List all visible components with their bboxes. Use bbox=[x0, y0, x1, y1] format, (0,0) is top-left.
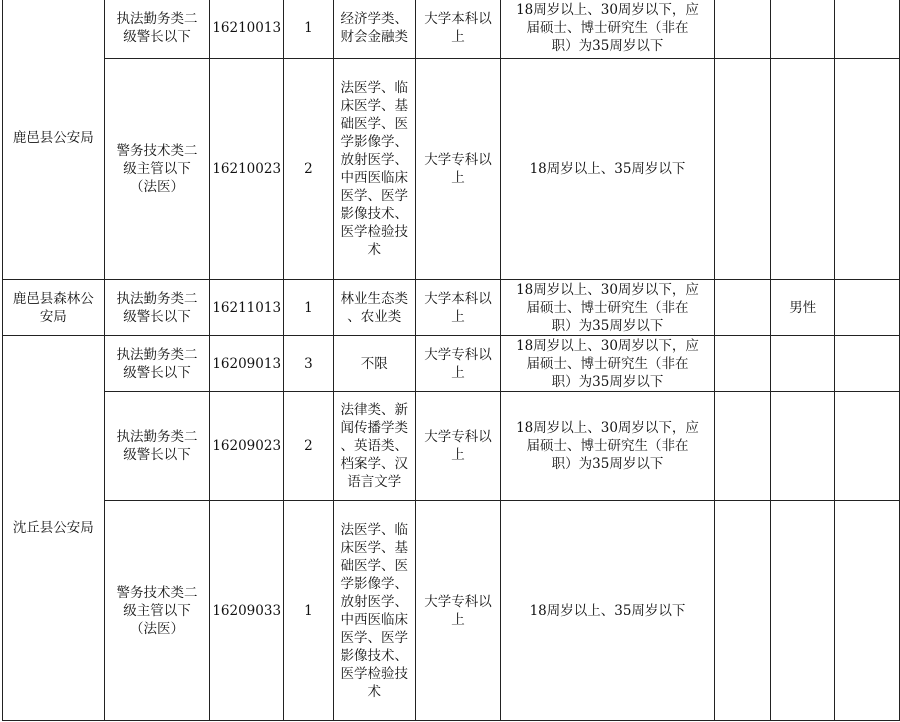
requirement-cell: 18周岁以上、35周岁以下 bbox=[501, 59, 714, 280]
blank-cell bbox=[714, 0, 771, 59]
count-cell: 1 bbox=[284, 0, 334, 59]
note-cell bbox=[771, 0, 835, 59]
department-cell: 鹿邑县公安局 bbox=[3, 0, 105, 280]
education-cell: 大学本科以 上 bbox=[415, 280, 501, 336]
blank-cell bbox=[835, 59, 900, 280]
code-cell: 16209023 bbox=[210, 392, 284, 501]
count-cell: 2 bbox=[284, 59, 334, 280]
department-cell: 鹿邑县森林公 安局 bbox=[3, 280, 105, 336]
position-cell: 警务技术类二 级主管以下 （法医） bbox=[104, 501, 210, 721]
note-cell bbox=[771, 392, 835, 501]
major-cell: 法律类、新 闻传播学类 、英语类、 档案学、汉 语言文学 bbox=[333, 392, 415, 501]
education-cell: 大学专科以 上 bbox=[415, 59, 501, 280]
education-cell: 大学专科以 上 bbox=[415, 501, 501, 721]
requirement-cell: 18周岁以上、30周岁以下，应 届硕士、博士研究生（非在 职）为35周岁以下 bbox=[501, 0, 714, 59]
code-cell: 16210013 bbox=[210, 0, 284, 59]
position-cell: 执法勤务类二 级警长以下 bbox=[104, 280, 210, 336]
code-cell: 16209013 bbox=[210, 336, 284, 392]
table-row bbox=[3, 0, 900, 59]
recruitment-table bbox=[2, 0, 900, 721]
code-cell: 16210023 bbox=[210, 59, 284, 280]
requirement-cell: 18周岁以上、30周岁以下，应 届硕士、博士研究生（非在 职）为35周岁以下 bbox=[501, 336, 714, 392]
code-cell: 16211013 bbox=[210, 280, 284, 336]
table-row bbox=[3, 59, 900, 280]
note-cell bbox=[771, 59, 835, 280]
requirement-cell: 18周岁以上、30周岁以下，应 届硕士、博士研究生（非在 职）为35周岁以下 bbox=[501, 280, 714, 336]
blank-cell bbox=[835, 336, 900, 392]
blank-cell bbox=[714, 336, 771, 392]
table-row bbox=[3, 280, 900, 336]
education-cell: 大学专科以 上 bbox=[415, 336, 501, 392]
blank-cell bbox=[835, 501, 900, 721]
education-cell: 大学专科以 上 bbox=[415, 392, 501, 501]
blank-cell bbox=[835, 0, 900, 59]
position-cell: 执法勤务类二 级警长以下 bbox=[104, 0, 210, 59]
major-cell: 不限 bbox=[333, 336, 415, 392]
department-cell: 沈丘县公安局 bbox=[3, 336, 105, 721]
count-cell: 2 bbox=[284, 392, 334, 501]
blank-cell bbox=[835, 392, 900, 501]
major-cell: 林业生态类 、农业类 bbox=[333, 280, 415, 336]
count-cell: 1 bbox=[284, 501, 334, 721]
blank-cell bbox=[835, 280, 900, 336]
position-cell: 执法勤务类二 级警长以下 bbox=[104, 336, 210, 392]
position-cell: 执法勤务类二 级警长以下 bbox=[104, 392, 210, 501]
table-row bbox=[3, 336, 900, 392]
blank-cell bbox=[714, 501, 771, 721]
table-row bbox=[3, 392, 900, 501]
major-cell: 经济学类、 财会金融类 bbox=[333, 0, 415, 59]
count-cell: 3 bbox=[284, 336, 334, 392]
table-row bbox=[3, 501, 900, 721]
note-cell: 男性 bbox=[771, 280, 835, 336]
note-cell bbox=[771, 336, 835, 392]
requirement-cell: 18周岁以上、35周岁以下 bbox=[501, 501, 714, 721]
blank-cell bbox=[714, 392, 771, 501]
education-cell: 大学本科以 上 bbox=[415, 0, 501, 59]
count-cell: 1 bbox=[284, 280, 334, 336]
code-cell: 16209033 bbox=[210, 501, 284, 721]
blank-cell bbox=[714, 59, 771, 280]
position-cell: 警务技术类二 级主管以下 （法医） bbox=[104, 59, 210, 280]
major-cell: 法医学、临 床医学、基 础医学、医 学影像学、 放射医学、 中西医临床 医学、医学 影像技术、 医学检验技 术 bbox=[333, 501, 415, 721]
blank-cell bbox=[714, 280, 771, 336]
requirement-cell: 18周岁以上、30周岁以下，应 届硕士、博士研究生（非在 职）为35周岁以下 bbox=[501, 392, 714, 501]
major-cell: 法医学、临 床医学、基 础医学、医 学影像学、 放射医学、 中西医临床 医学、医学 影像技术、 医学检验技 术 bbox=[333, 59, 415, 280]
note-cell bbox=[771, 501, 835, 721]
